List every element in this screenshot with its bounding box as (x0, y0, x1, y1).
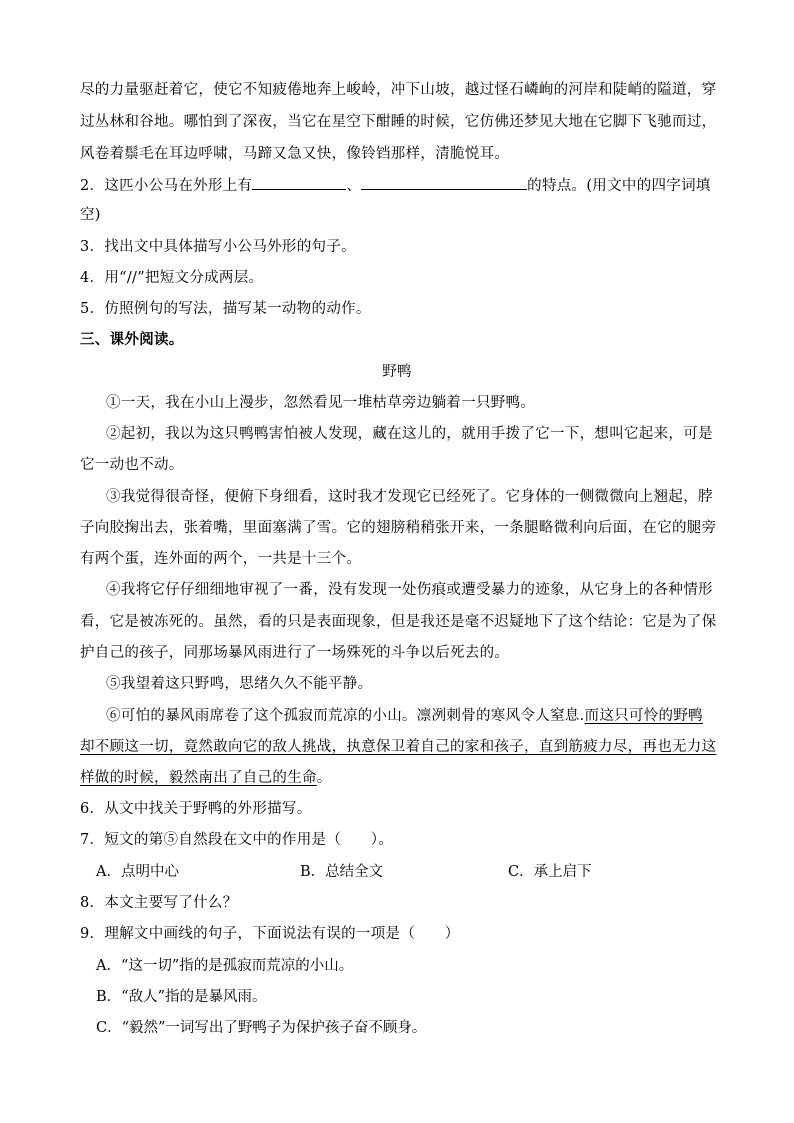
paragraph-6-plain-text: ⑥可怕的暴风雨席卷了这个孤寂而荒凉的小山。凛冽刺骨的寒风令人窒息. (106, 708, 585, 724)
paragraph-3-line-3: 有两个蛋，连外面的两个，一共是十三个。 (80, 551, 362, 567)
paragraph-3-line-2: 子向胶掬出去，张着嘴，里面塞满了雪。它的翅膀稍稍张开来，一条腿略微利向后面，在它的腿旁 (80, 520, 717, 536)
paragraph-3-line-1: ③我觉得很奇怪，便俯下身细看，这时我才发现它已经死了。它身体的一侧微微向上翘起，脖 (106, 489, 713, 505)
paragraph-4-line-2: 看，它是被冻死的。虽然，看的只是表面现象，但是我还是毫不迟疑地下了这个结论：它是为了保 (80, 614, 717, 630)
paragraph-2-line-1: ②起初，我以为这只鸭鸭害怕被人发现，藏在这儿的，就用手拨了它一下，想叫它起来，可是 (106, 426, 713, 442)
question-2-prefix: 2．这匹小公马在外形上有 (80, 178, 253, 194)
passage-line-1: 尽的力量驱赶着它，使它不知疲倦地奔上峻岭，冲下山坡，越过怪石嶙峋的河岸和陡峭的隘道，穿 (80, 82, 717, 98)
question-9: 9．理解文中画线的句子，下面说法有误的一项是（ ） (80, 926, 460, 942)
question-9-option-a[interactable]: A．“这一切”指的是孤寂而荒凉的小山。 (96, 958, 354, 974)
answer-blank-1[interactable] (252, 175, 346, 190)
paragraph-6-period: 。 (316, 770, 332, 786)
paragraph-6-line-3 (80, 768, 332, 788)
question-2-continued: 空) (80, 207, 101, 223)
question-7-option-b[interactable]: B．总结全文 (300, 864, 384, 880)
underlined-sentence-middle: 却不顾这一切，竟然敢向它的敌人挑战，执意保卫着自己的家和孩子，直到筋疲力尽，再也无力这 (80, 739, 717, 755)
question-7-option-c[interactable]: C．承上启下 (508, 864, 592, 880)
question-4: 4．用“//”把短文分成两层。 (80, 270, 264, 286)
question-9-option-c[interactable]: C．“毅然”一词写出了野鸭子为保护孩子奋不顾身。 (96, 1020, 427, 1036)
question-2 (80, 175, 711, 196)
question-8: 8．本文主要写了什么？ (80, 895, 238, 911)
question-7-option-a[interactable]: A．点明中心 (96, 864, 179, 880)
passage-line-3: 风卷着鬃毛在耳边呼啸，马蹄又急又快，像铃铛那样，清脆悦耳。 (80, 146, 510, 162)
section-heading-3: 三、课外阅读。 (80, 331, 184, 348)
paragraph-6-line-1 (106, 706, 703, 726)
question-5: 5．仿照例句的写法，描写某一动物的动作。 (80, 301, 371, 317)
paragraph-5: ⑤我望着这只野鸣，思绪久久不能平静。 (106, 676, 373, 692)
question-9-option-b[interactable]: B．“敌人”指的是暴风雨。 (96, 989, 267, 1005)
article-title: 野鸭 (382, 364, 412, 380)
underlined-sentence-end: 样做的时候，毅然南出了自己的生命 (80, 770, 317, 786)
paragraph-1: ①一天，我在小山上漫步，忽然看见一堆枯草旁边躺着一只野鸭。 (106, 395, 536, 411)
question-2-suffix: 的特点。(用文中的四字词填 (527, 178, 711, 194)
question-3: 3．找出文中具体描写小公马外形的句子。 (80, 239, 356, 255)
question-7: 7．短文的第⑤自然段在文中的作用是（ ）。 (80, 832, 394, 848)
underlined-sentence-start: 而这只可怜的野鸭 (584, 708, 703, 724)
passage-line-2: 过丛林和谷地。哪怕到了深夜，当它在星空下酣睡的时候，它仿佛还梦见大地在它脚下飞驰而过， (80, 114, 717, 130)
paragraph-2-line-2: 它一动也不动。 (80, 457, 184, 473)
question-2-separator: 、 (346, 178, 362, 194)
answer-blank-2[interactable] (361, 175, 527, 190)
question-6: 6．从文中找关于野鸭的外形描写。 (80, 801, 312, 817)
paragraph-4-line-1: ④我将它仔仔细细地审视了一番，没有发现一处伤痕或遭受暴力的迹象，从它身上的各种情形 (106, 582, 713, 598)
paragraph-4-line-3: 护自己的孩子，同那场暴风雨进行了一场殊死的斗争以后死去的。 (80, 645, 510, 661)
